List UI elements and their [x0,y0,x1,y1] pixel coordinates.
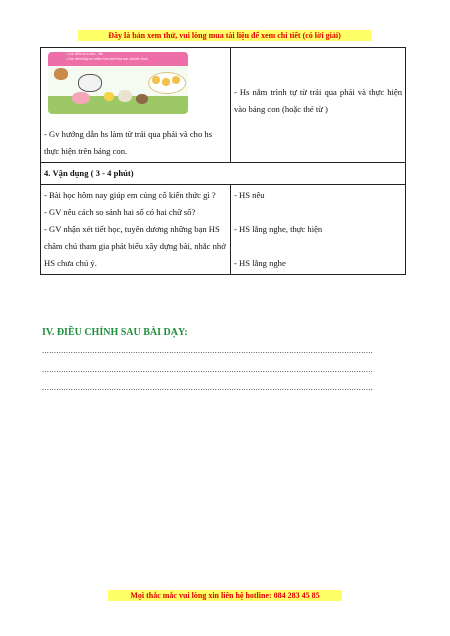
student-activity-cell [231,48,406,163]
section-title: 4. Vận dụng ( 3 - 4 phút) [41,163,406,185]
blank-line: .......................................................................................................................................... [42,365,374,374]
student-activity-item: - HS lắng nghe, thực hiện [234,224,323,234]
chick-figure [172,76,180,84]
student-activity: - Hs nắm trình tự từ trái qua phải và thực hiện vào bảng con (hoặc thẻ từ ) [234,87,402,114]
table-row [41,185,406,275]
teacher-instruction: - Gv hướng dẫn hs làm từ trái qua phải và cho hs thực hiện trên bảng con. [44,129,213,156]
chick-figure [152,76,160,84]
student-activity-cell [231,185,406,275]
table-row [41,163,406,185]
blank-line: .......................................................................................................................................... [42,383,374,392]
teacher-activity-cell [41,185,231,275]
teacher-activity-item: - GV nhận xét tiết học, tuyên dương những bạn HS chăm chú tham gia phát biểu xây dựng bài, nhắc nhở HS chưa chú ý. [44,224,226,268]
preview-banner: Đây là bản xem thử, vui lòng mua tài liệu để xem chi tiết (có lời giải) [78,30,371,41]
illustration-caption: • Con đếm có 4 chú... lẫn • Con đếm thấy có nhiều hơn mười ba con vật trên hình [48,52,188,66]
teacher-activity-cell [41,48,231,163]
teacher-activity-item: - Bài học hôm nay giúp em củng cố kiến thức gì ? [44,190,216,200]
table-row [41,48,406,163]
duck-figure [104,92,114,101]
dog-figure [54,68,68,80]
blank-line: .......................................................................................................................................... [42,346,374,355]
cow-figure [78,74,102,92]
goat-figure [136,94,148,104]
student-activity-item: - HS nêu [234,190,265,200]
lesson-table [40,47,406,275]
hotline-footer: Mọi thắc mắc vui lòng xin liên hệ hotline: 084 283 45 85 [108,590,342,601]
chick-figure [162,78,170,86]
section-iv-title: IV. ĐIỀU CHỈNH SAU BÀI DẠY: [42,327,188,338]
student-activity-item: - HS lắng nghe [234,258,286,268]
animals-illustration [48,52,188,114]
sheep-figure [118,90,132,102]
pig-figure [72,92,90,104]
teacher-activity-item: - GV nêu cách so sánh hai số có hai chữ số? [44,207,196,217]
